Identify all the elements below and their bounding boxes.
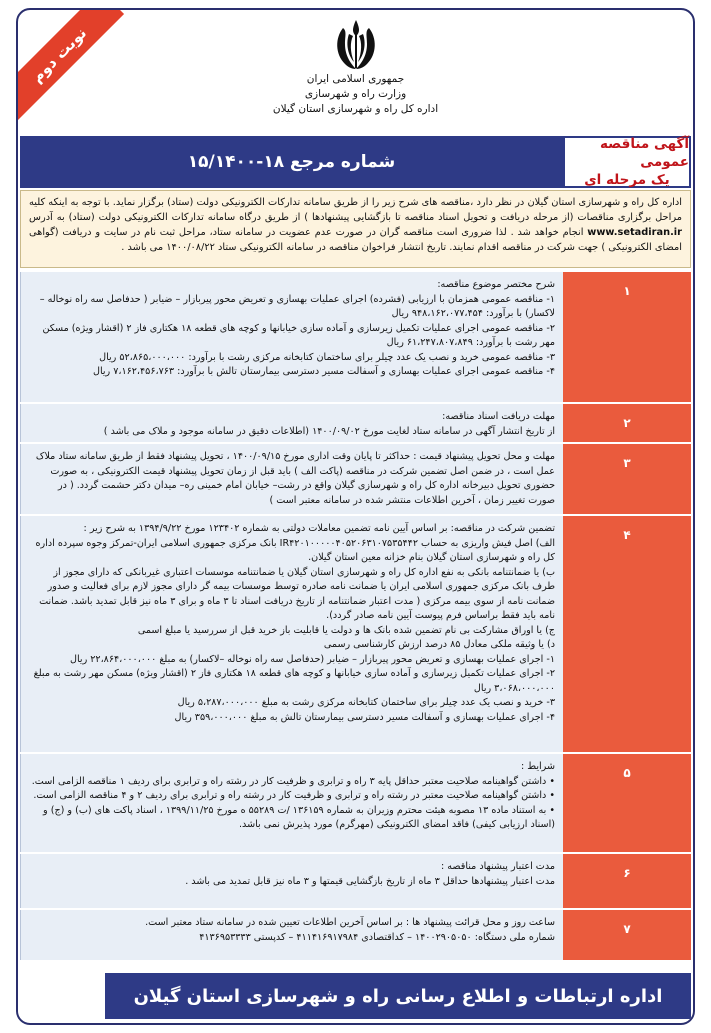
row-4 — [20, 514, 691, 752]
row-3 — [20, 442, 691, 514]
row-line: ۲- اجرای عملیات تکمیل زیرسازی و آماده سازی خیابانها و کوچه های قطعه ۱۸ هکتاری فاز ۲ (اقشار ویژه) مسکن مهر رشت به مبلغ ۳،۰۶۸،۰۰۰،۰۰۰ ریال — [33, 668, 555, 694]
row-number: ۲ — [563, 404, 691, 442]
title-bar — [20, 136, 691, 188]
row-line: ب) یا ضمانتنامه بانکی به نفع اداره کل راه و شهرسازی استان گیلان یا ضمانتنامه موسسات اعتباری غیربانکی که دارای مجوز از طرف بانک مرکزی جمهوری اسلامی ایران یا ضمانت نامه صادره توسط موسسات بیمه گر دارای مجوز لازم برای فعالیت و صدور ضمانت نامه از سوی بیمه مرکزی ( مدت اعتبار ضمانتنامه از تاریخ دریافت اسناد تا ۳ ماه و برای ۳ ماه نیز قابل تمدید باشد. ضمانت نامه باید فقط براساس فرم پیوست آیین نامه صادر گردد). — [39, 566, 555, 621]
row-line: ۱- مناقصه عمومی همزمان با ارزیابی (فشرده) اجرای عملیات بهسازی و تعریض محور پیربازار – ضیابر ( حدفاصل سه راه نوخاله –لاکسار) با برآورد: ۹۴۸،۱۶۲،۰۷۷،۴۵۴ ریال — [39, 293, 555, 319]
row-2 — [20, 402, 691, 442]
row-body — [20, 404, 563, 442]
row-line: • داشتن گواهینامه صلاحیت معتبر در رشته راه و ترابری و ظرفیت کار در رشته راه و ترابری برای ردیف ۲ و ۴ مناقصه الزامی است. — [33, 790, 555, 801]
row-body — [20, 272, 563, 402]
row-number: ۷ — [563, 910, 691, 960]
iran-emblem-icon — [329, 16, 383, 72]
row-body — [20, 754, 563, 852]
row-line: ۳- خرید و نصب یک عدد چیلر برای ساختمان کتابخانه مرکزی رشت به مبلغ ۵،۲۸۷،۰۰۰،۰۰۰ ریال — [177, 697, 555, 708]
announcement-frame — [16, 8, 695, 1025]
row-7 — [20, 908, 691, 960]
header-country: جمهوری اسلامی ایران — [306, 73, 405, 85]
setad-link[interactable]: www.setadiran.ir — [587, 227, 682, 238]
row-number: ۵ — [563, 754, 691, 852]
row-line: شماره ملی دستگاه: ۱۴۰۰۲۹۰۵۰۵۰ – کداقتصادی ۴۱۱۴۱۶۹۱۷۹۸۴ – کدپستی ۴۱۳۶۹۵۳۳۳۳ — [199, 931, 555, 943]
header — [18, 10, 693, 134]
row-line: • به استناد ماده ۱۳ مصوبه هیئت محترم وزیران به شماره ۱۳۶۱۵۹ /ت ۵۵۲۸۹ ه مورخ ۱۳۹۹/۱۱/۲۵ ، اسناد پاکت های (ب) و (ج) و (اسناد ارزیابی کیفی) فاقد امضای الکترونیکی (مهرگرم) مورد پذیرش نمی باشد. — [43, 804, 555, 830]
row-line: الف) اصل فیش واریزی به حساب IR۴۲۰۱۰۰۰۰۰۴۰۵۲۰۶۳۱۰۷۵۳۵۴۴۲ بانک مرکزی جمهوری اسلامی ایران-تمرکز وجوه سپرده اداره کل راه و شهرسازی استان گیلان بنام خزانه معین استان گیلان. — [35, 537, 555, 563]
tender-type-line1: آگهی مناقصه عمومی — [599, 136, 689, 170]
header-department: اداره کل راه و شهرسازی استان گیلان — [272, 103, 439, 115]
corner-ribbon: نوبت دوم — [16, 8, 124, 120]
row-line: شرح مختصر موضوع مناقصه: — [437, 279, 555, 290]
row-line: ۳- مناقصه عمومی خرید و نصب یک عدد چیلر برای ساختمان کتابخانه مرکزی رشت با برآورد: ۵۲،۸۶۵،۰۰۰،۰۰۰ ریال — [99, 351, 555, 363]
intro-text-2: انجام خواهد شد . لذا ضروری است مناقصه گران در صورت عدم عضویت در سامانه ستاد، مراحل ثبت نام در سایت و دریافت (گواهی امضای الکترونیکی ) جهت شرکت در مناقصه اقدام نمایند. تاریخ انتشار فراخوان مناقصه در سامانه الکترونیکی ستاد ۱۴۰۰/۰۸/۲۲ می باشد . — [29, 227, 682, 253]
intro-text-1: اداره کل راه و شهرسازی استان گیلان در نظر دارد ،مناقصه های شرح زیر را از طریق سامانه تدارکات الکترونیکی دولت (ستاد) برگزار نماید. با توجه به اینکه کلیه مراحل برگزاری مناقصات (از مرحله دریافت و تحویل اسناد مناقصه تا بازگشایی پیشنهادها ) از طریق درگاه سامانه تدارکات الکترونیکی دولت (ستاد) به آدرس — [29, 197, 682, 223]
row-line: ۴- مناقصه عمومی اجرای عملیات بهسازی و آسفالت مسیر دسترسی بیمارستان تالش با برآورد: ۷،۱۶۲،۴۵۶،۷۶۳ ریال — [92, 366, 555, 377]
reference-number: شماره مرجع ۱۸-۱۵/۱۴۰۰ — [187, 152, 396, 172]
row-line: ۲- مناقصه عمومی اجرای عملیات تکمیل زیرسازی و آماده سازی خیابانها و کوچه های قطعه ۱۸ هکتاری فاز ۲ (اقشار ویژه) مسکن مهر رشت با برآورد: ۶۱،۲۴۷،۸۰۷،۸۴۹ ریال — [42, 322, 555, 348]
row-line: مهلت دریافت اسناد مناقصه: — [442, 411, 555, 422]
footer-bar: اداره ارتباطات و اطلاع رسانی راه و شهرسازی استان گیلان — [105, 973, 691, 1019]
row-line: ج) یا اوراق مشارکت بی نام تضمین شده بانک ها و دولت یا قابلیت باز خرید قبل از سررسید یا مبلغ اسمی — [137, 624, 555, 636]
row-body — [20, 444, 563, 514]
row-line: • داشتن گواهینامه صلاحیت معتبر حداقل پایه ۳ راه و ترابری و ظرفیت کار در رشته راه و ترابری برای ردیف ۱ مناقصه الزامی است. — [31, 775, 555, 787]
tender-type-line2: یک مرحله ای — [584, 172, 670, 188]
row-line: ۴- اجرای عملیات بهسازی و آسفالت مسیر دسترسی بیمارستان تالش به مبلغ ۳۵۹،۰۰۰،۰۰۰ ریال — [174, 711, 555, 723]
row-6 — [20, 852, 691, 908]
row-5 — [20, 752, 691, 852]
intro-paragraph — [20, 190, 691, 268]
row-1 — [20, 270, 691, 402]
row-body — [20, 516, 563, 752]
row-line: د) یا وثیقه ملکی معادل ۸۵ درصد ارزش کارشناسی رسمی — [323, 639, 555, 650]
row-line: مدت اعتبار پیشنهادها حداقل ۳ ماه از تاریخ بازگشایی قیمتها و ۳ ماه نیز قابل تمدید می باشد . — [185, 875, 555, 887]
row-number: ۶ — [563, 854, 691, 908]
header-ministry: وزارت راه و شهرسازی — [304, 88, 407, 100]
row-line: ۱- اجرای عملیات بهسازی و تعریض محور پیربازار – ضیابر (حدفاصل سه راه نوخاله –لاکسار) به مبلغ ۲۲،۸۶۴،۰۰۰،۰۰۰ ریال — [70, 653, 555, 665]
row-line: مدت اعتبار پیشنهاد مناقصه : — [440, 861, 555, 872]
row-line: تضمین شرکت در مناقصه: بر اساس آیین نامه تضمین معاملات دولتی به شماره ۱۲۳۴۰۲ مورخ ۱۳۹۴/۹/۲۲ به شرح زیر : — [83, 523, 555, 534]
row-number: ۴ — [563, 516, 691, 752]
row-number: ۳ — [563, 444, 691, 514]
tender-type-box — [563, 136, 691, 188]
row-line: از تاریخ انتشار آگهی در سامانه ستاد لغایت مورخ ۱۴۰۰/۰۹/۰۲ (اطلاعات دقیق در سامانه موجود و ملاک می باشد ) — [103, 425, 555, 437]
row-line: شرایط : — [520, 761, 555, 772]
row-line: مهلت و محل تحویل پیشنهاد قیمت : حداکثر تا پایان وقت اداری مورخ ۱۴۰۰/۰۹/۱۵ ، تحویل پیشنهاد فقط از طریق سامانه ستاد ملاک عمل است ، در ضمن اصل تضمین شرکت در مناقصه (پاکت الف ) باید قبل از زمان تحویل پیشنهاد قیمت الکترونیکی ، به صورت حضوری تحویل دبیرخانه اداره کل راه و شهرسازی گیلان واقع در رشت– خیابان امام خمینی ره– میدان دکتر حشمت گردد. ( در صورت تغییر زمان ، آخرین اطلاعات منتشر شده در سامانه معتبر است ) — [35, 451, 555, 506]
row-line: ساعت روز و محل قرائت پیشنهاد ها : بر اساس آخرین اطلاعات تعیین شده در سامانه ستاد معتبر است. — [145, 917, 555, 928]
row-body — [20, 854, 563, 908]
row-number: ۱ — [563, 272, 691, 402]
row-body — [20, 910, 563, 960]
